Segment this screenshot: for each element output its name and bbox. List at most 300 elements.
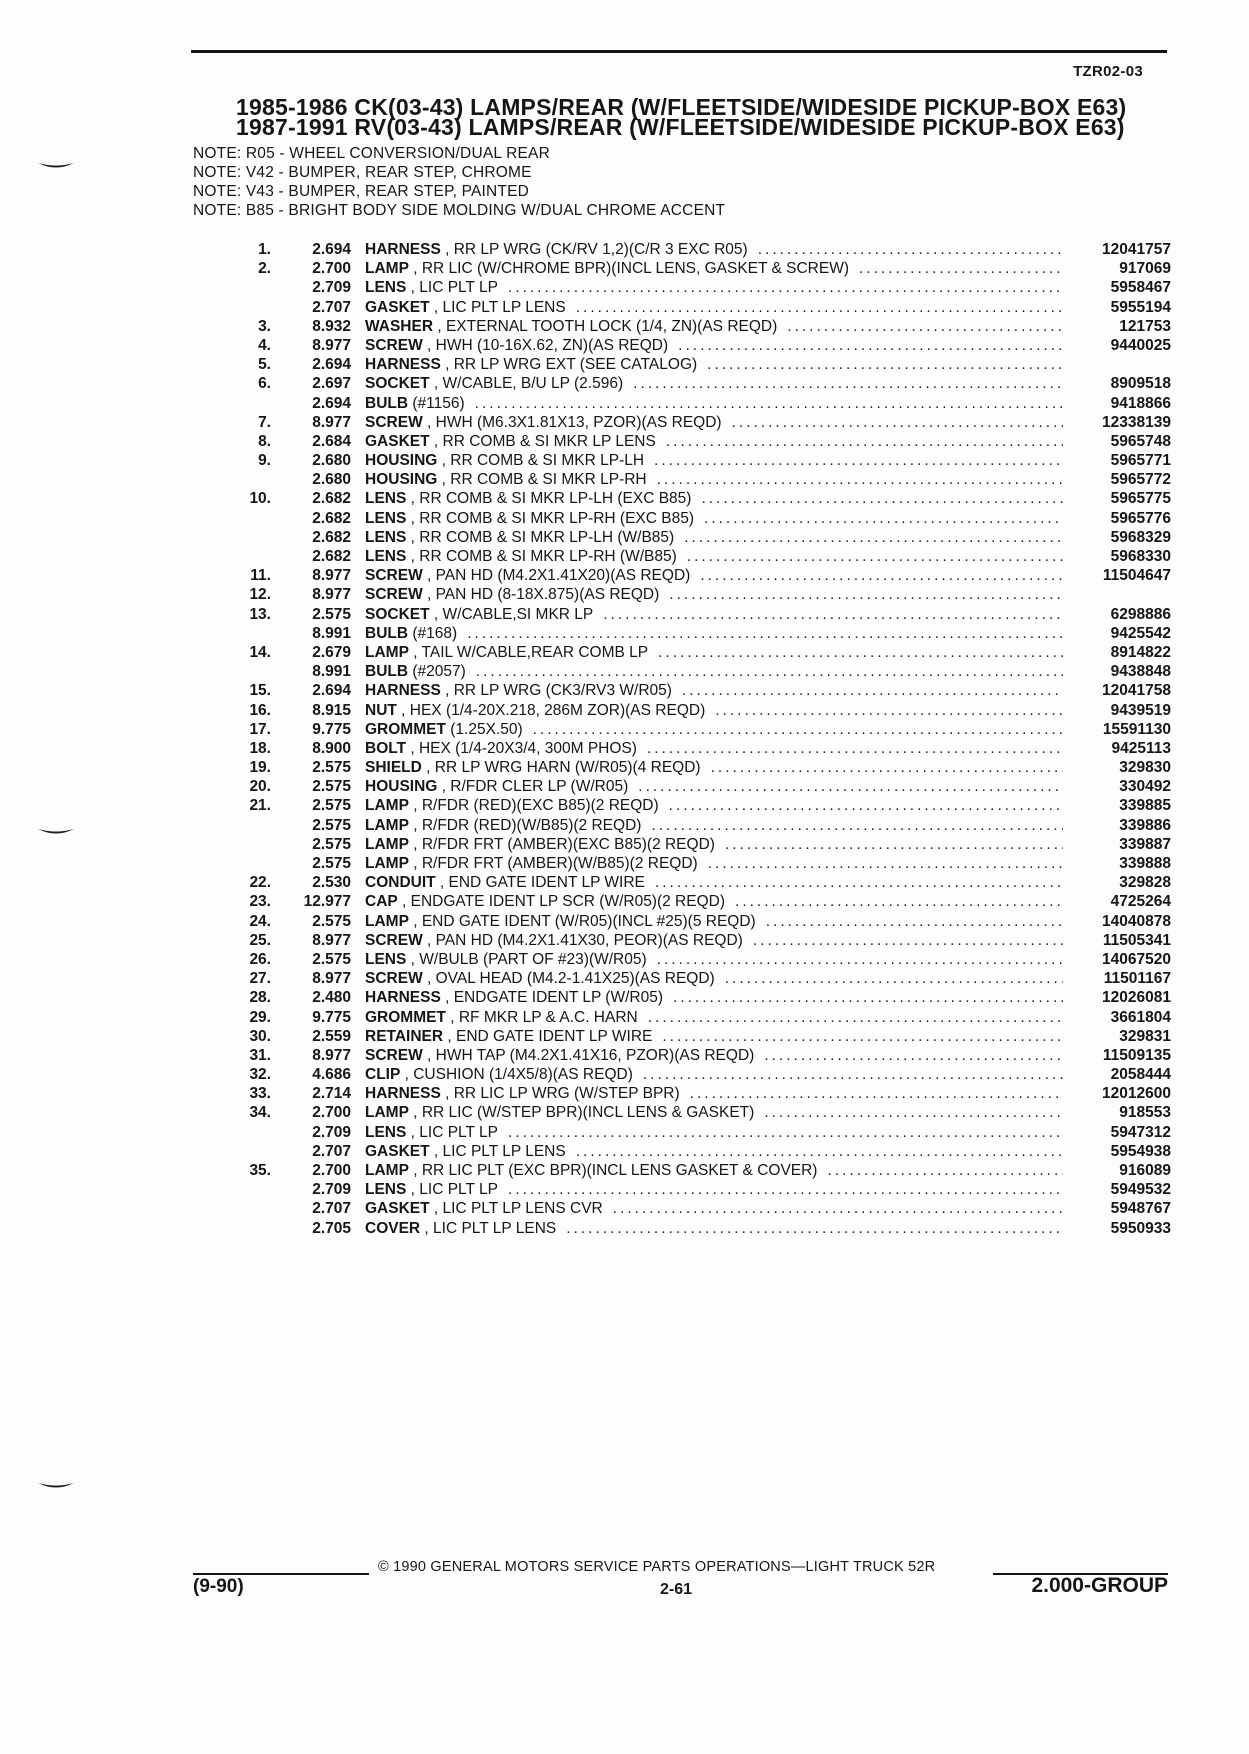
dot-leader [566, 1219, 1063, 1238]
binder-hole-mark [36, 1480, 76, 1492]
part-description [365, 1008, 1071, 1027]
part-name: GROMMET [365, 1008, 446, 1026]
parts-list [215, 240, 1171, 1238]
part-row [215, 413, 1171, 432]
dot-leader [657, 470, 1063, 489]
part-item-number: 24. [249, 912, 271, 930]
part-detail: , TAIL W/CABLE,REAR COMB LP [408, 643, 649, 661]
part-detail: , RR COMB & SI MKR LP-RH [437, 471, 647, 489]
part-description [365, 1065, 1071, 1084]
part-description [365, 1046, 1071, 1065]
part-row [215, 1142, 1171, 1161]
part-name: HARNESS [365, 241, 441, 258]
part-description [365, 643, 1071, 662]
part-name: SCREW [365, 970, 423, 988]
part-item-number: 30. [249, 1027, 271, 1045]
page-title-line-1: 1985-1986 CK(03-43) LAMPS/REAR (W/FLEETSIDE/WIDESIDE PICKUP-BOX E63) [236, 94, 1127, 120]
dot-leader [662, 1027, 1063, 1046]
part-detail: , R/FDR (RED)(W/B85)(2 REQD) [408, 816, 642, 834]
part-description [365, 374, 1071, 393]
part-group-number: 2.694 [312, 356, 351, 374]
part-description [365, 624, 1071, 643]
part-group-number: 2.700 [312, 1162, 351, 1179]
part-group-number: 2.694 [312, 394, 351, 412]
part-row [215, 432, 1171, 451]
part-detail: (#2057) [408, 663, 466, 681]
part-detail: , R/FDR (RED)(EXC B85)(2 REQD) [408, 797, 659, 815]
part-number: 2058444 [1110, 1066, 1171, 1084]
part-description [365, 547, 1071, 566]
part-group-number: 2.714 [312, 1085, 351, 1103]
part-row [215, 355, 1171, 374]
part-detail: , RR COMB & SI MKR LP LENS [429, 432, 656, 450]
part-group-number: 12.977 [303, 893, 351, 911]
dot-leader [467, 624, 1063, 643]
part-name: HARNESS [365, 1085, 441, 1103]
dot-leader [576, 1142, 1063, 1161]
dot-leader [707, 355, 1063, 374]
part-number: 5965772 [1110, 471, 1171, 489]
part-detail: , PAN HD (M4.2X1.41X30, PEOR)(AS REQD) [422, 931, 743, 949]
part-name: HOUSING [365, 778, 438, 796]
dot-leader [725, 969, 1063, 988]
part-detail: , END GATE IDENT (W/R05)(INCL #25)(5 REQD) [408, 912, 756, 930]
part-row [215, 950, 1171, 969]
part-detail: , LIC PLT LP [406, 279, 498, 297]
dot-leader [643, 1065, 1063, 1084]
part-group-number: 9.775 [312, 720, 351, 738]
part-name: HOUSING [365, 471, 438, 489]
part-row [215, 988, 1171, 1007]
part-group-number: 2.682 [312, 528, 351, 546]
part-row [215, 1103, 1171, 1122]
dot-leader [735, 892, 1063, 911]
part-item-number: 10. [249, 490, 271, 508]
part-row [215, 585, 1171, 604]
dot-leader [753, 931, 1063, 950]
part-description [365, 605, 1071, 624]
part-detail: , HEX (1/4-20X.218, 286M ZOR)(AS REQD) [396, 701, 706, 719]
part-group-number: 9.775 [312, 1008, 351, 1026]
part-detail: , RR COMB & SI MKR LP-LH (W/B85) [406, 528, 675, 546]
part-description [365, 278, 1071, 297]
part-detail: , RR COMB & SI MKR LP-RH (W/B85) [406, 548, 677, 565]
part-name: LAMP [365, 797, 409, 815]
part-group-number: 2.694 [312, 241, 351, 258]
part-row [215, 777, 1171, 796]
part-item-number: 15. [249, 682, 271, 700]
part-number: 11504647 [1102, 567, 1171, 585]
part-item-number: 12. [249, 586, 271, 604]
part-number: 339888 [1119, 855, 1171, 872]
part-row [215, 605, 1171, 624]
part-row [215, 240, 1171, 259]
dot-leader [613, 1199, 1063, 1218]
part-item-number: 11. [250, 567, 271, 585]
part-group-number: 2.709 [312, 1123, 351, 1141]
top-rule [191, 50, 1167, 53]
part-item-number: 17. [249, 720, 271, 738]
part-name: BULB [365, 663, 409, 681]
part-description [365, 1084, 1071, 1103]
part-group-number: 2.682 [312, 490, 351, 508]
part-item-number: 20. [249, 778, 271, 796]
part-description [365, 259, 1071, 278]
part-row [215, 873, 1171, 892]
part-detail: , LIC PLT LP LENS CVR [429, 1200, 603, 1218]
part-row [215, 451, 1171, 470]
part-description [365, 566, 1071, 585]
part-detail: (1.25X.50) [445, 720, 523, 738]
part-group-number: 2.682 [312, 509, 351, 527]
dot-leader [669, 585, 1063, 604]
part-row [215, 1180, 1171, 1199]
part-detail: (#1156) [408, 394, 465, 412]
part-name: LAMP [365, 912, 409, 930]
dot-leader [576, 298, 1063, 317]
part-number: 9438848 [1110, 663, 1171, 681]
binder-hole-mark [36, 160, 76, 172]
part-group-number: 8.991 [312, 663, 351, 681]
part-item-number: 3. [258, 317, 271, 335]
part-row [215, 547, 1171, 566]
part-description [365, 489, 1071, 508]
dot-leader [651, 816, 1063, 835]
part-group-number: 2.679 [312, 643, 351, 661]
part-item-number: 7. [258, 413, 271, 431]
part-number: 9440025 [1110, 336, 1171, 354]
part-detail: , EXTERNAL TOOTH LOCK (1/4, ZN)(AS REQD) [433, 317, 778, 335]
part-row [215, 796, 1171, 815]
part-item-number: 6. [258, 375, 271, 393]
part-item-number: 19. [249, 759, 271, 777]
dot-leader [764, 1046, 1063, 1065]
part-row [215, 1161, 1171, 1180]
dot-leader [827, 1161, 1063, 1180]
part-detail: , RR LIC LP WRG (W/STEP BPR) [440, 1085, 680, 1103]
part-group-number: 8.932 [312, 317, 351, 335]
part-name: LAMP [365, 835, 409, 853]
part-number: 918553 [1119, 1104, 1171, 1122]
part-detail: , R/FDR CLER LP (W/R05) [437, 778, 629, 796]
part-description [365, 969, 1071, 988]
part-description [365, 240, 1071, 259]
part-name: LENS [365, 509, 407, 527]
part-name: BULB [365, 624, 409, 642]
part-detail: , HEX (1/4-20X3/4, 300M PHOS) [406, 739, 637, 757]
note-line: NOTE: V43 - BUMPER, REAR STEP, PAINTED [193, 183, 530, 200]
part-group-number: 2.575 [312, 778, 351, 796]
part-number: 329828 [1119, 874, 1171, 892]
part-name: CAP [365, 893, 398, 911]
part-row [215, 1084, 1171, 1103]
part-group-number: 2.530 [312, 874, 351, 892]
part-group-number: 2.700 [312, 260, 351, 278]
part-description [365, 1180, 1071, 1199]
part-item-number: 26. [249, 950, 271, 968]
dot-leader [633, 374, 1063, 393]
part-description [365, 758, 1071, 777]
part-group-number: 2.682 [312, 548, 351, 565]
part-row [215, 835, 1171, 854]
part-item-number: 21. [249, 797, 271, 815]
footer-copyright: © 1990 GENERAL MOTORS SERVICE PARTS OPERATIONS—LIGHT TRUCK 52R [378, 1559, 936, 1575]
part-item-number: 27. [249, 970, 271, 988]
part-description [365, 413, 1071, 432]
part-number: 5950933 [1110, 1219, 1171, 1237]
part-detail: (#168) [408, 624, 458, 642]
part-row [215, 892, 1171, 911]
part-item-number: 14. [249, 643, 271, 661]
dot-leader [684, 528, 1063, 547]
part-description [365, 1123, 1071, 1142]
part-number: 339887 [1119, 835, 1171, 853]
dot-leader [687, 547, 1063, 566]
dot-leader [678, 336, 1063, 355]
part-row [215, 1123, 1171, 1142]
part-name: LENS [365, 279, 407, 297]
footer-date: (9-90) [193, 1576, 244, 1597]
part-description [365, 585, 1071, 604]
part-name: LENS [365, 1181, 407, 1199]
part-item-number: 1. [258, 241, 271, 258]
part-row [215, 1199, 1171, 1218]
part-description [365, 451, 1071, 470]
part-number: 5968330 [1110, 548, 1171, 565]
part-detail: , RR COMB & SI MKR LP-RH (EXC B85) [406, 509, 695, 527]
part-group-number: 2.697 [312, 375, 351, 393]
dot-leader [711, 758, 1063, 777]
note-line: NOTE: B85 - BRIGHT BODY SIDE MOLDING W/DUAL CHROME ACCENT [193, 202, 726, 219]
part-description [365, 912, 1071, 931]
part-detail: , END GATE IDENT LP WIRE [443, 1027, 653, 1045]
part-detail: , ENDGATE IDENT LP SCR (W/R05)(2 REQD) [397, 893, 726, 911]
part-detail: , HWH (M6.3X1.81X13, PZOR)(AS REQD) [422, 413, 722, 431]
part-name: GASKET [365, 1142, 430, 1160]
part-description [365, 950, 1071, 969]
part-group-number: 8.977 [312, 336, 351, 354]
part-detail: , R/FDR FRT (AMBER)(EXC B85)(2 REQD) [408, 835, 715, 853]
part-name: LAMP [365, 260, 409, 278]
part-detail: , RF MKR LP & A.C. HARN [445, 1008, 638, 1026]
part-number: 5968329 [1110, 528, 1171, 546]
part-name: WASHER [365, 317, 434, 335]
part-description [365, 1161, 1071, 1180]
footer-page-number: 2-61 [660, 1581, 693, 1598]
dot-leader [647, 739, 1063, 758]
part-number: 9425542 [1110, 624, 1171, 642]
part-item-number: 35. [249, 1162, 271, 1179]
part-item-number: 34. [249, 1104, 271, 1122]
part-group-number: 8.900 [312, 739, 351, 757]
part-number: 5948767 [1110, 1200, 1171, 1218]
part-item-number: 13. [249, 605, 271, 623]
part-row [215, 720, 1171, 739]
part-number: 12012600 [1102, 1085, 1171, 1103]
part-row [215, 662, 1171, 681]
part-row [215, 854, 1171, 873]
part-description [365, 854, 1071, 873]
part-detail: , LIC PLT LP [406, 1123, 498, 1141]
part-description [365, 470, 1071, 489]
part-name: CONDUIT [365, 874, 436, 892]
part-group-number: 2.709 [312, 1181, 351, 1199]
part-group-number: 2.684 [312, 432, 351, 450]
part-group-number: 8.977 [312, 567, 351, 585]
part-detail: , LIC PLT LP [406, 1181, 498, 1199]
part-name: LENS [365, 1123, 407, 1141]
part-row [215, 643, 1171, 662]
part-row [215, 816, 1171, 835]
part-name: LENS [365, 528, 407, 546]
part-row [215, 1008, 1171, 1027]
part-item-number: 29. [249, 1008, 271, 1026]
part-number: 5955194 [1110, 298, 1171, 316]
part-detail: , LIC PLT LP LENS [429, 1142, 566, 1160]
dot-leader [787, 317, 1063, 336]
part-number: 11505341 [1102, 931, 1171, 949]
part-number: 5947312 [1110, 1123, 1171, 1141]
part-row [215, 259, 1171, 278]
part-item-number: 4. [258, 336, 271, 354]
part-group-number: 4.686 [312, 1066, 351, 1084]
dot-leader [682, 681, 1063, 700]
part-row [215, 739, 1171, 758]
part-number: 5965775 [1110, 490, 1171, 508]
part-number: 12026081 [1102, 989, 1171, 1007]
part-row [215, 394, 1171, 413]
part-group-number: 2.575 [312, 797, 351, 815]
part-row [215, 1027, 1171, 1046]
part-row [215, 931, 1171, 950]
part-name: GASKET [365, 1200, 430, 1218]
part-detail: , W/CABLE,SI MKR LP [429, 605, 594, 623]
part-description [365, 432, 1071, 451]
part-number: 12041758 [1102, 682, 1171, 700]
part-detail: , CUSHION (1/4X5/8)(AS REQD) [400, 1066, 633, 1084]
dot-leader [700, 566, 1063, 585]
part-detail: , RR COMB & SI MKR LP-LH [437, 452, 645, 470]
dot-leader [766, 912, 1063, 931]
part-item-number: 16. [249, 701, 271, 719]
part-number: 9439519 [1110, 701, 1171, 719]
part-number: 15591130 [1102, 720, 1171, 738]
part-row [215, 509, 1171, 528]
part-row [215, 374, 1171, 393]
part-detail: , RR LIC PLT (EXC BPR)(INCL LENS GASKET & COVER) [408, 1162, 818, 1179]
part-name: LAMP [365, 1104, 409, 1122]
part-number: 12338139 [1102, 413, 1171, 431]
dot-leader [732, 413, 1063, 432]
part-item-number: 9. [258, 452, 271, 470]
part-row [215, 1219, 1171, 1238]
part-item-number: 22. [249, 874, 271, 892]
part-description [365, 355, 1071, 374]
part-description [365, 835, 1071, 854]
part-name: BULB [365, 394, 409, 412]
part-name: LAMP [365, 816, 409, 834]
part-name: SOCKET [365, 375, 430, 393]
part-detail: , LIC PLT LP LENS [429, 298, 566, 316]
part-number: 8909518 [1110, 375, 1171, 393]
part-name: HARNESS [365, 356, 441, 374]
part-group-number: 2.480 [312, 989, 351, 1007]
part-item-number: 31. [249, 1046, 271, 1064]
part-row [215, 681, 1171, 700]
part-name: SCREW [365, 586, 423, 604]
part-name: LAMP [365, 1162, 409, 1179]
part-number: 329831 [1119, 1027, 1171, 1045]
footer-group: 2.000-GROUP [1031, 1574, 1168, 1597]
part-detail: , OVAL HEAD (M4.2-1.41X25)(AS REQD) [422, 970, 715, 988]
part-name: LAMP [365, 855, 409, 872]
part-row [215, 470, 1171, 489]
part-group-number: 2.680 [312, 471, 351, 489]
part-number: 5965771 [1110, 452, 1171, 470]
part-item-number: 18. [249, 739, 271, 757]
part-row [215, 624, 1171, 643]
part-name: HOUSING [365, 452, 438, 470]
part-detail: , RR LP WRG HARN (W/R05)(4 REQD) [421, 759, 701, 777]
part-description [365, 298, 1071, 317]
dot-leader [669, 796, 1063, 815]
part-name: HARNESS [365, 989, 441, 1007]
part-group-number: 8.977 [312, 931, 351, 949]
part-item-number: 33. [249, 1085, 271, 1103]
part-description [365, 816, 1071, 835]
dot-leader [764, 1103, 1063, 1122]
part-detail: , HWH TAP (M4.2X1.41X16, PZOR)(AS REQD) [422, 1046, 755, 1064]
part-number: 916089 [1119, 1162, 1171, 1179]
part-number: 8914822 [1110, 643, 1171, 661]
part-row [215, 1046, 1171, 1065]
part-number: 9425113 [1111, 739, 1171, 757]
part-name: NUT [365, 701, 397, 719]
part-row [215, 566, 1171, 585]
part-group-number: 2.707 [312, 1200, 351, 1218]
notes-block [193, 144, 725, 220]
part-detail: , PAN HD (8-18X.875)(AS REQD) [422, 586, 660, 604]
part-number: 339886 [1119, 816, 1171, 834]
part-name: SCREW [365, 1046, 423, 1064]
part-number: 5954938 [1110, 1142, 1171, 1160]
footer-rule-left [193, 1573, 369, 1575]
part-description [365, 1103, 1071, 1122]
part-description [365, 528, 1071, 547]
part-row [215, 969, 1171, 988]
part-description [365, 1219, 1071, 1238]
part-description [365, 1199, 1071, 1218]
page-title-line-2: 1987-1991 RV(03-43) LAMPS/REAR (W/FLEETSIDE/WIDESIDE PICKUP-BOX E63) [236, 114, 1125, 140]
dot-leader [533, 720, 1063, 739]
part-group-number: 8.977 [312, 1046, 351, 1064]
part-description [365, 892, 1071, 911]
part-row [215, 758, 1171, 777]
part-detail: , RR LIC (W/STEP BPR)(INCL LENS & GASKET) [408, 1104, 755, 1122]
part-name: SCREW [365, 336, 423, 354]
part-number: 3661804 [1110, 1008, 1171, 1026]
part-name: SOCKET [365, 605, 430, 623]
dot-leader [508, 278, 1063, 297]
part-number: 5958467 [1110, 279, 1171, 297]
part-name: SCREW [365, 567, 423, 585]
part-detail: , HWH (10-16X.62, ZN)(AS REQD) [422, 336, 669, 354]
part-number: 6298886 [1110, 605, 1171, 623]
part-detail: , W/BULB (PART OF #23)(W/R05) [406, 950, 647, 968]
part-group-number: 2.575 [312, 950, 351, 968]
part-group-number: 2.559 [312, 1027, 351, 1045]
part-description [365, 777, 1071, 796]
